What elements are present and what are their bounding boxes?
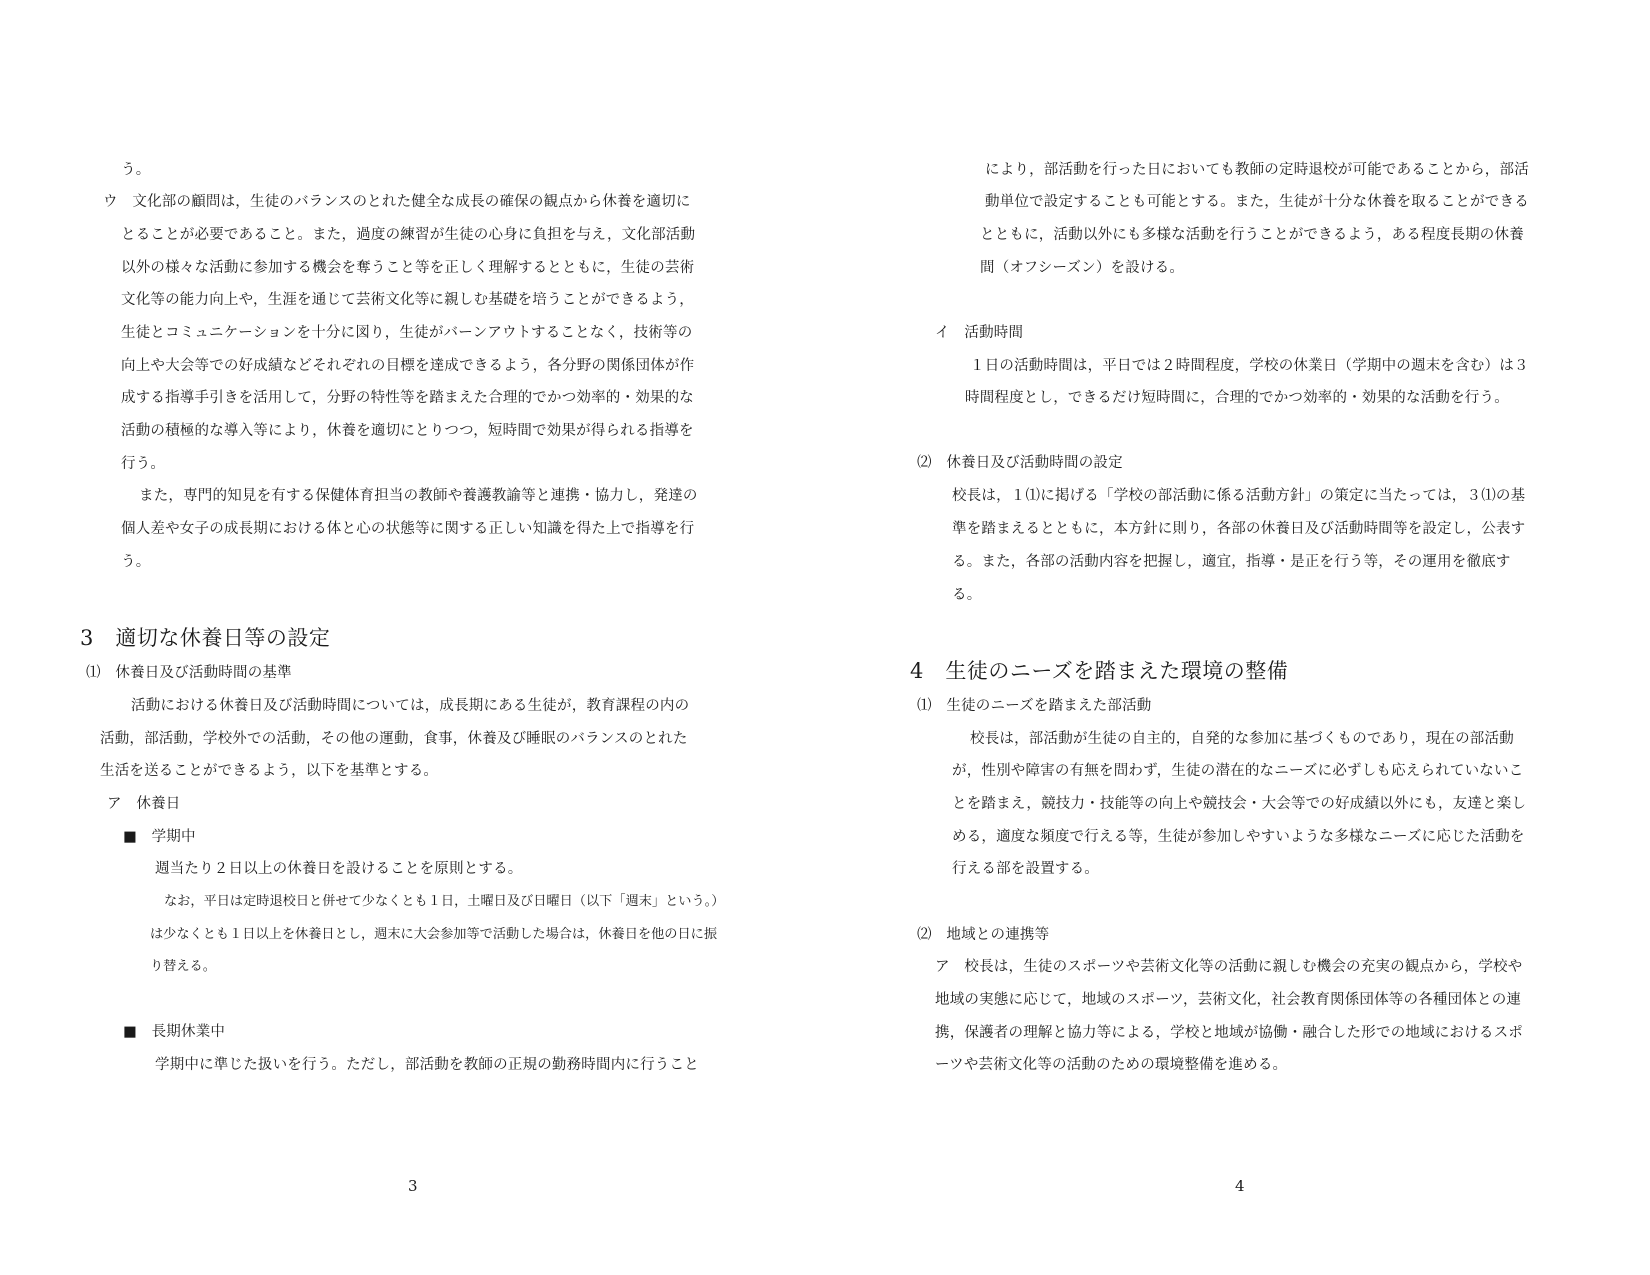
text-line: 生活を送ることができるよう，以下を基準とする。 <box>100 763 439 779</box>
text-line: 校長は，部活動が生徒の自主的，自発的な参加に基づくものであり，現在の部活動 <box>970 731 1514 747</box>
text-line: る。また，各部の活動内容を把握し，適宜，指導・是正を行う等，その運用を徹底す <box>952 554 1511 570</box>
subsection-heading: ⑵ 休養日及び活動時間の設定 <box>917 455 1123 471</box>
section-heading-3: 3 適切な休養日等の設定 <box>80 626 331 650</box>
text-line: 個人差や女子の成長期における体と心の状態等に関する正しい知識を得た上で指導を行 <box>121 521 695 537</box>
text-line: う。 <box>121 554 151 570</box>
text-line: り替える。 <box>150 959 216 974</box>
list-item-i: イ 活動時間 <box>935 325 1024 341</box>
text-line: 以外の様々な活動に参加する機会を奪うこと等を正しく理解するとともに，生徒の芸術 <box>121 260 695 276</box>
text-line: 動単位で設定することも可能とする。また，生徒が十分な休養を取ることができる <box>985 194 1529 210</box>
list-item-u: ウ 文化部の顧問は，生徒のバランスのとれた健全な成長の確保の観点から休養を適切に <box>103 194 691 210</box>
subsection-heading: ⑵ 地域との連携等 <box>917 927 1050 943</box>
text-line: 週当たり２日以上の休養日を設けることを原則とする。 <box>155 861 523 877</box>
bullet-heading: ■ 長期休業中 <box>123 1024 226 1040</box>
text-line: 行う。 <box>121 456 166 472</box>
list-item-a: ア 校長は，生徒のスポーツや芸術文化等の活動に親しむ機会の充実の観点から，学校や <box>935 959 1523 975</box>
text-line: なお，平日は定時退校日と併せて少なくとも１日，土曜日及び日曜日（以下「週末」という。） <box>164 894 725 909</box>
text-line: 学期中に準じた扱いを行う。ただし，部活動を教師の正規の勤務時間内に行うこと <box>155 1057 699 1073</box>
text-line: 活動における休養日及び活動時間については，成長期にある生徒が，教育課程の内の <box>131 698 690 714</box>
text-line: が，性別や障害の有無を問わず，生徒の潜在的なニーズに必ずしも応えられていないこ <box>952 763 1524 779</box>
text-line: 準を踏まえるとともに，本方針に則り，各部の休養日及び活動時間等を設定し，公表す <box>952 521 1526 537</box>
text-line: により，部活動を行った日においても教師の定時退校が可能であることから，部活 <box>985 162 1529 178</box>
text-line: １日の活動時間は，平日では２時間程度，学校の休業日（学期中の週末を含む）は３ <box>970 358 1529 374</box>
list-item-a: ア 休養日 <box>107 796 181 812</box>
text-line: 文化等の能力向上や，生涯を通じて芸術文化等に親しむ基礎を培うことができるよう， <box>121 292 695 308</box>
text-line: 行える部を設置する。 <box>952 861 1099 877</box>
text-line: とともに，活動以外にも多様な活動を行うことができるよう，ある程度長期の休養 <box>980 227 1524 243</box>
text-line: とることが必要であること。また，過度の練習が生徒の心身に負担を与え，文化部活動 <box>121 227 696 243</box>
text-line: とを踏まえ，競技力・技能等の向上や競技会・大会等での好成績以外にも，友達と楽し <box>952 796 1527 812</box>
text-line: 校長は，１⑴に掲げる「学校の部活動に係る活動方針」の策定に当たっては，３⑴の基 <box>952 488 1526 504</box>
text-line: 成する指導手引きを活用して，分野の特性等を踏まえた合理的でかつ効率的・効果的な <box>121 390 695 406</box>
text-line: 時間程度とし，できるだけ短時間に，合理的でかつ効率的・効果的な活動を行う。 <box>965 390 1509 406</box>
bullet-heading: ■ 学期中 <box>123 829 196 845</box>
subsection-heading: ⑴ 休養日及び活動時間の基準 <box>86 665 292 681</box>
text-line: 活動，部活動，学校外での活動，その他の運動，食事，休養及び睡眠のバランスのとれた <box>100 731 688 747</box>
section-heading-4: 4 生徒のニーズを踏まえた環境の整備 <box>910 659 1289 683</box>
text-line: 地域の実態に応じて，地域のスポーツ，芸術文化，社会教育関係団体等の各種団体との連 <box>935 992 1522 1008</box>
text-line: ーツや芸術文化等の活動のための環境整備を進める。 <box>935 1057 1288 1073</box>
text-line: 向上や大会等での好成績などそれぞれの目標を達成できるよう，各分野の関係団体が作 <box>121 358 695 374</box>
text-line: める，適度な頻度で行える等，生徒が参加しやすいような多様なニーズに応じた活動を <box>952 829 1525 845</box>
text-line: 活動の積極的な導入等により，休養を適切にとりつつ，短時間で効果が得られる指導を <box>121 423 694 439</box>
subsection-heading: ⑴ 生徒のニーズを踏まえた部活動 <box>917 698 1152 714</box>
page-number: 3 <box>408 1177 418 1195</box>
text-line: は少なくとも１日以上を休養日とし，週末に大会参加等で活動した場合は，休養日を他の日に振 <box>150 927 718 942</box>
text-line: る。 <box>952 587 982 603</box>
text-line: 生徒とコミュニケーションを十分に図り，生徒がバーンアウトすることなく，技術等の <box>121 325 693 341</box>
text-line: 携，保護者の理解と協力等による，学校と地域が協働・融合した形での地域におけるスポ <box>935 1025 1523 1041</box>
right-page <box>825 0 1650 1275</box>
page-number: 4 <box>1235 1177 1245 1195</box>
text-line: 間（オフシーズン）を設ける。 <box>980 260 1185 276</box>
text-line: う。 <box>121 162 151 178</box>
text-line: また，専門的知見を有する保健体育担当の教師や養護教諭等と連携・協力し，発達の <box>139 488 698 504</box>
